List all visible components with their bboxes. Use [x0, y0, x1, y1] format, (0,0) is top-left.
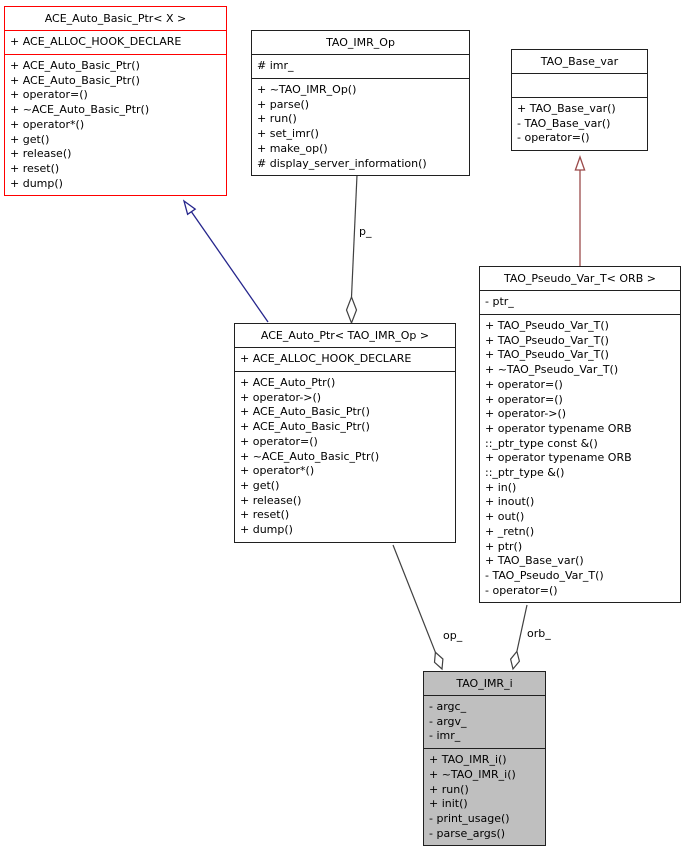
member-row: - argc_	[429, 700, 467, 713]
member-row: + ~ACE_Auto_Basic_Ptr()	[10, 103, 150, 117]
member-row: + operator=()	[240, 434, 318, 448]
member-row: + make_op()	[257, 141, 328, 155]
class-title: ACE_Auto_Ptr< TAO_IMR_Op >	[260, 329, 430, 342]
member-row: + run()	[257, 112, 297, 126]
member-row: + TAO_Pseudo_Var_T()	[485, 348, 609, 362]
class-box-ace-auto-ptr[interactable]	[234, 323, 456, 543]
methods-section	[480, 314, 680, 602]
member-row: + ACE_Auto_Basic_Ptr()	[240, 405, 370, 419]
class-title: TAO_Base_var	[540, 55, 619, 68]
member-row: - parse_args()	[429, 826, 506, 840]
member-row: + TAO_Base_var()	[485, 554, 584, 568]
class-box-tao-base-var[interactable]	[511, 49, 648, 151]
member-row: ::_ptr_type &()	[485, 466, 565, 480]
member-row: + init()	[429, 797, 468, 811]
member-row: + reset()	[240, 508, 290, 522]
member-row: + out()	[485, 510, 525, 524]
edge-inheritance-public	[184, 201, 268, 322]
methods-section	[5, 54, 226, 195]
member-row: + ACE_ALLOC_HOOK_DECLARE	[240, 352, 412, 365]
member-row: + TAO_Pseudo_Var_T()	[485, 319, 609, 332]
member-row: # display_server_information()	[257, 156, 427, 170]
member-row: + operator*()	[10, 117, 85, 131]
member-row: + run()	[429, 782, 469, 796]
methods-section	[252, 78, 469, 175]
member-row: + operator->()	[240, 390, 322, 404]
attributes-section	[512, 73, 647, 97]
member-row: + operator typename ORB	[485, 451, 632, 465]
methods-section	[512, 97, 647, 150]
class-box-tao-imr-op[interactable]	[251, 30, 470, 176]
member-row: + operator*()	[240, 464, 315, 478]
member-row: + ~TAO_IMR_i()	[429, 767, 516, 781]
class-box-tao-pseudo-var-t[interactable]	[479, 266, 681, 603]
class-title: ACE_Auto_Basic_Ptr< X >	[44, 12, 187, 25]
class-box-ace-auto-basic-ptr[interactable]	[4, 6, 227, 196]
attributes-section	[480, 290, 680, 314]
member-row: + set_imr()	[257, 127, 319, 141]
open-diamond	[511, 651, 520, 669]
member-row: + reset()	[10, 161, 60, 175]
member-row: + TAO_Base_var()	[517, 102, 616, 115]
edge-inheritance-private	[575, 157, 584, 266]
class-title: TAO_Pseudo_Var_T< ORB >	[504, 272, 656, 285]
member-row: + ACE_Auto_Basic_Ptr()	[10, 73, 140, 87]
open-diamond	[435, 652, 443, 669]
class-box-tao-imr-i[interactable]	[423, 671, 546, 846]
edge-label-p: p_	[359, 225, 372, 238]
member-row: + ~TAO_Pseudo_Var_T()	[485, 363, 619, 377]
member-row: + ACE_ALLOC_HOOK_DECLARE	[10, 35, 182, 48]
member-row: + TAO_Pseudo_Var_T()	[485, 333, 609, 347]
member-row: + get()	[10, 132, 50, 146]
member-row: + inout()	[485, 495, 535, 509]
member-row: + operator=()	[10, 88, 88, 102]
member-row: + ~TAO_IMR_Op()	[257, 83, 357, 96]
member-row: - argv_	[429, 714, 467, 728]
member-row: + operator=()	[485, 392, 563, 406]
member-row: + ACE_Auto_Basic_Ptr()	[10, 59, 140, 72]
methods-section	[424, 748, 545, 845]
member-row: - ptr_	[485, 295, 514, 308]
attributes-section	[5, 30, 226, 54]
edge-aggregation-orb	[511, 605, 527, 669]
member-row: - operator=()	[517, 131, 590, 145]
edge-label-orb: orb_	[527, 627, 551, 640]
member-row: - TAO_Base_var()	[517, 116, 611, 130]
member-row: + in()	[485, 480, 517, 494]
member-row: + release()	[10, 147, 72, 161]
member-row: + get()	[240, 478, 280, 492]
member-row: + release()	[240, 493, 302, 507]
edge-label-op: op_	[443, 629, 463, 642]
attributes-section	[252, 54, 469, 78]
attributes-section	[424, 695, 545, 748]
member-row: + parse()	[257, 97, 310, 111]
member-row: + dump()	[240, 523, 293, 537]
class-title: TAO_IMR_i	[456, 677, 513, 690]
member-row: - imr_	[429, 729, 461, 743]
member-row: + dump()	[10, 176, 63, 190]
open-triangle-arrowhead	[575, 157, 584, 170]
methods-section	[235, 371, 455, 542]
member-row: + ptr()	[485, 539, 523, 553]
member-row: - TAO_Pseudo_Var_T()	[485, 568, 604, 582]
open-diamond	[347, 297, 357, 323]
open-triangle-arrowhead	[184, 201, 195, 214]
member-row: + TAO_IMR_i()	[429, 753, 507, 767]
member-row: + operator->()	[485, 407, 567, 421]
member-row: + ACE_Auto_Ptr()	[240, 376, 336, 389]
class-title: TAO_IMR_Op	[326, 36, 395, 49]
member-row: + operator=()	[485, 377, 563, 391]
member-row: + ACE_Auto_Basic_Ptr()	[240, 420, 370, 434]
member-row: - operator=()	[485, 583, 558, 597]
member-row: - print_usage()	[429, 811, 510, 825]
attributes-section	[235, 347, 455, 371]
edge-aggregation-p	[347, 175, 358, 323]
edge-aggregation-op	[393, 545, 443, 669]
member-row: + _retn()	[485, 524, 535, 538]
member-row: ::_ptr_type const &()	[485, 436, 598, 450]
member-row: + operator typename ORB	[485, 421, 632, 435]
member-row: + ~ACE_Auto_Basic_Ptr()	[240, 449, 380, 463]
member-row: # imr_	[257, 59, 294, 72]
